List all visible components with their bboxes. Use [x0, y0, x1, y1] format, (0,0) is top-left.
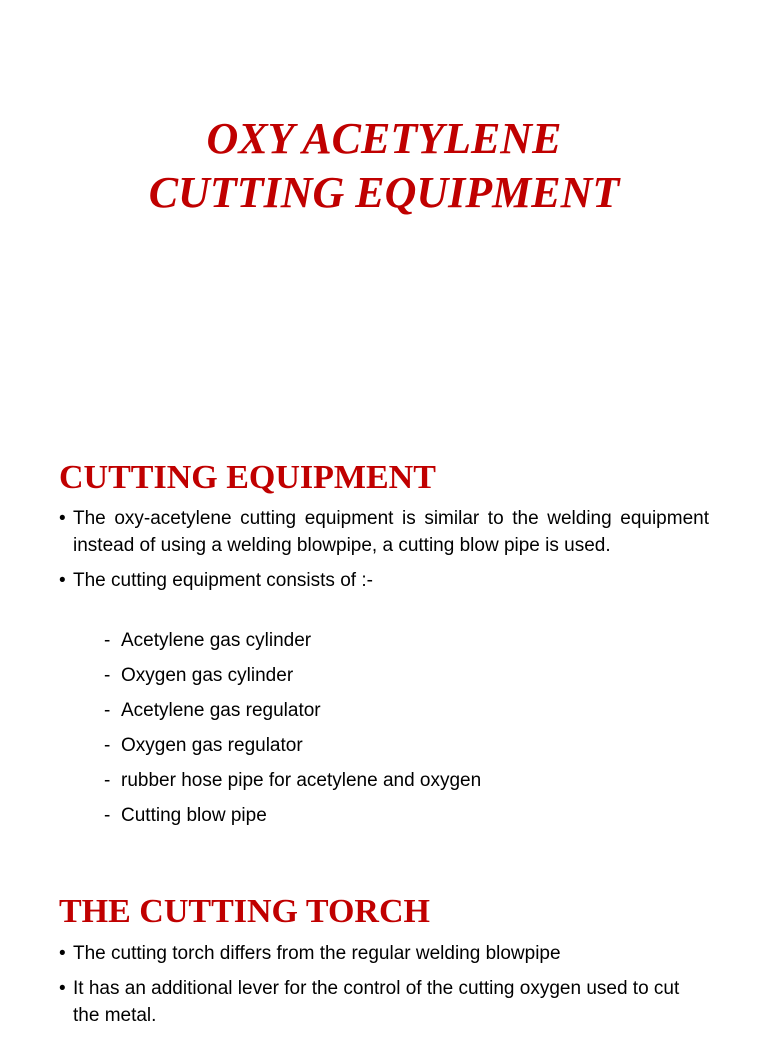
cutting-equipment-slide	[0, 440, 768, 840]
sub-item-text: Acetylene gas cylinder	[121, 630, 312, 651]
sub-list-item	[104, 662, 481, 697]
dash-icon: -	[104, 630, 111, 651]
bullet-icon: •	[59, 508, 66, 529]
dash-icon: -	[104, 770, 111, 791]
dash-icon: -	[104, 805, 111, 826]
bullet-text: The oxy-acetylene cutting equipment is similar to the welding equipment instead of using a welding blowpipe, a cutting blow pipe is used.	[73, 508, 709, 556]
sub-list-item	[104, 627, 481, 662]
dash-icon: -	[104, 700, 111, 721]
slide-heading: THE CUTTING TORCH	[59, 893, 430, 930]
bullet-text: The cutting equipment consists of :-	[73, 570, 373, 591]
sub-item-text: Acetylene gas regulator	[121, 700, 321, 721]
bullet-item	[59, 940, 709, 967]
dash-icon: -	[104, 665, 111, 686]
sub-item-text: Oxygen gas cylinder	[121, 665, 294, 686]
slide-title-line-2: CUTTING EQUIPMENT	[148, 168, 620, 217]
bullet-item	[59, 567, 709, 594]
sub-list-item	[104, 802, 481, 837]
bullet-text: The cutting torch differs from the regular welding blowpipe	[73, 943, 561, 964]
slide-heading: CUTTING EQUIPMENT	[59, 459, 436, 496]
bullet-icon: •	[59, 978, 66, 999]
cutting-torch-slide	[0, 880, 768, 1024]
sub-item-text: rubber hose pipe for acetylene and oxygen	[121, 770, 482, 791]
bullet-list	[59, 940, 709, 1037]
equipment-sub-list	[104, 627, 481, 837]
title-slide	[0, 0, 768, 430]
bullet-item	[59, 975, 709, 1029]
bullet-item	[59, 505, 709, 559]
bullet-icon: •	[59, 570, 66, 591]
bullet-text: It has an additional lever for the control of the cutting oxygen used to cut the metal.	[73, 978, 680, 1026]
slide-title-line-1: OXY ACETYLENE	[206, 114, 562, 163]
bullet-list	[59, 505, 709, 602]
sub-list-item	[104, 697, 481, 732]
slide-title	[0, 112, 768, 220]
dash-icon: -	[104, 735, 111, 756]
sub-list-item	[104, 732, 481, 767]
sub-item-text: Oxygen gas regulator	[121, 735, 303, 756]
sub-item-text: Cutting blow pipe	[121, 805, 267, 826]
bullet-icon: •	[59, 943, 66, 964]
sub-list-item	[104, 767, 481, 802]
